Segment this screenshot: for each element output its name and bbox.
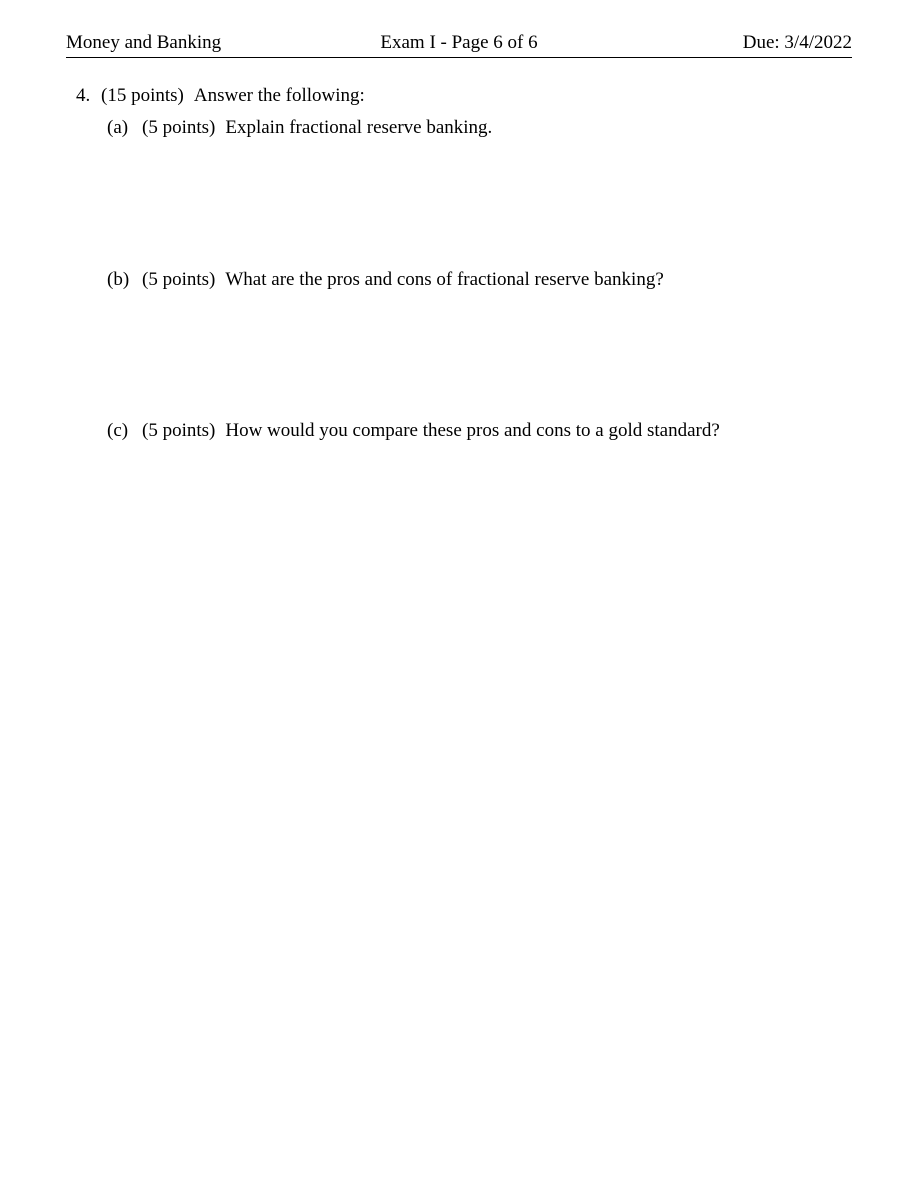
exam-page-indicator: Exam I - Page 6 of 6 <box>380 32 538 53</box>
part-label: (c) <box>107 420 129 441</box>
question-points: (15 points) <box>101 85 184 106</box>
running-header <box>66 31 852 58</box>
question-part-c <box>107 419 867 443</box>
part-points: (5 points) <box>142 117 216 138</box>
part-points: (5 points) <box>142 420 216 441</box>
part-points: (5 points) <box>142 269 216 290</box>
answer-space-c[interactable] <box>107 448 852 1148</box>
part-text: How would you compare these pros and cons to a gold standard? <box>225 420 720 441</box>
question-part-a <box>107 116 867 140</box>
part-text: What are the pros and cons of fractional reserve banking? <box>225 269 664 290</box>
question-4 <box>76 84 856 108</box>
course-title: Money and Banking <box>66 32 222 53</box>
question-part-b <box>107 268 867 292</box>
part-text: Explain fractional reserve banking. <box>225 117 493 138</box>
answer-space-a[interactable] <box>107 145 852 263</box>
part-label: (a) <box>107 117 129 138</box>
due-date: Due: 3/4/2022 <box>742 32 852 53</box>
part-label: (b) <box>107 269 130 290</box>
question-prompt: Answer the following: <box>193 85 365 106</box>
answer-space-b[interactable] <box>107 297 852 414</box>
question-number: 4. <box>76 85 91 106</box>
